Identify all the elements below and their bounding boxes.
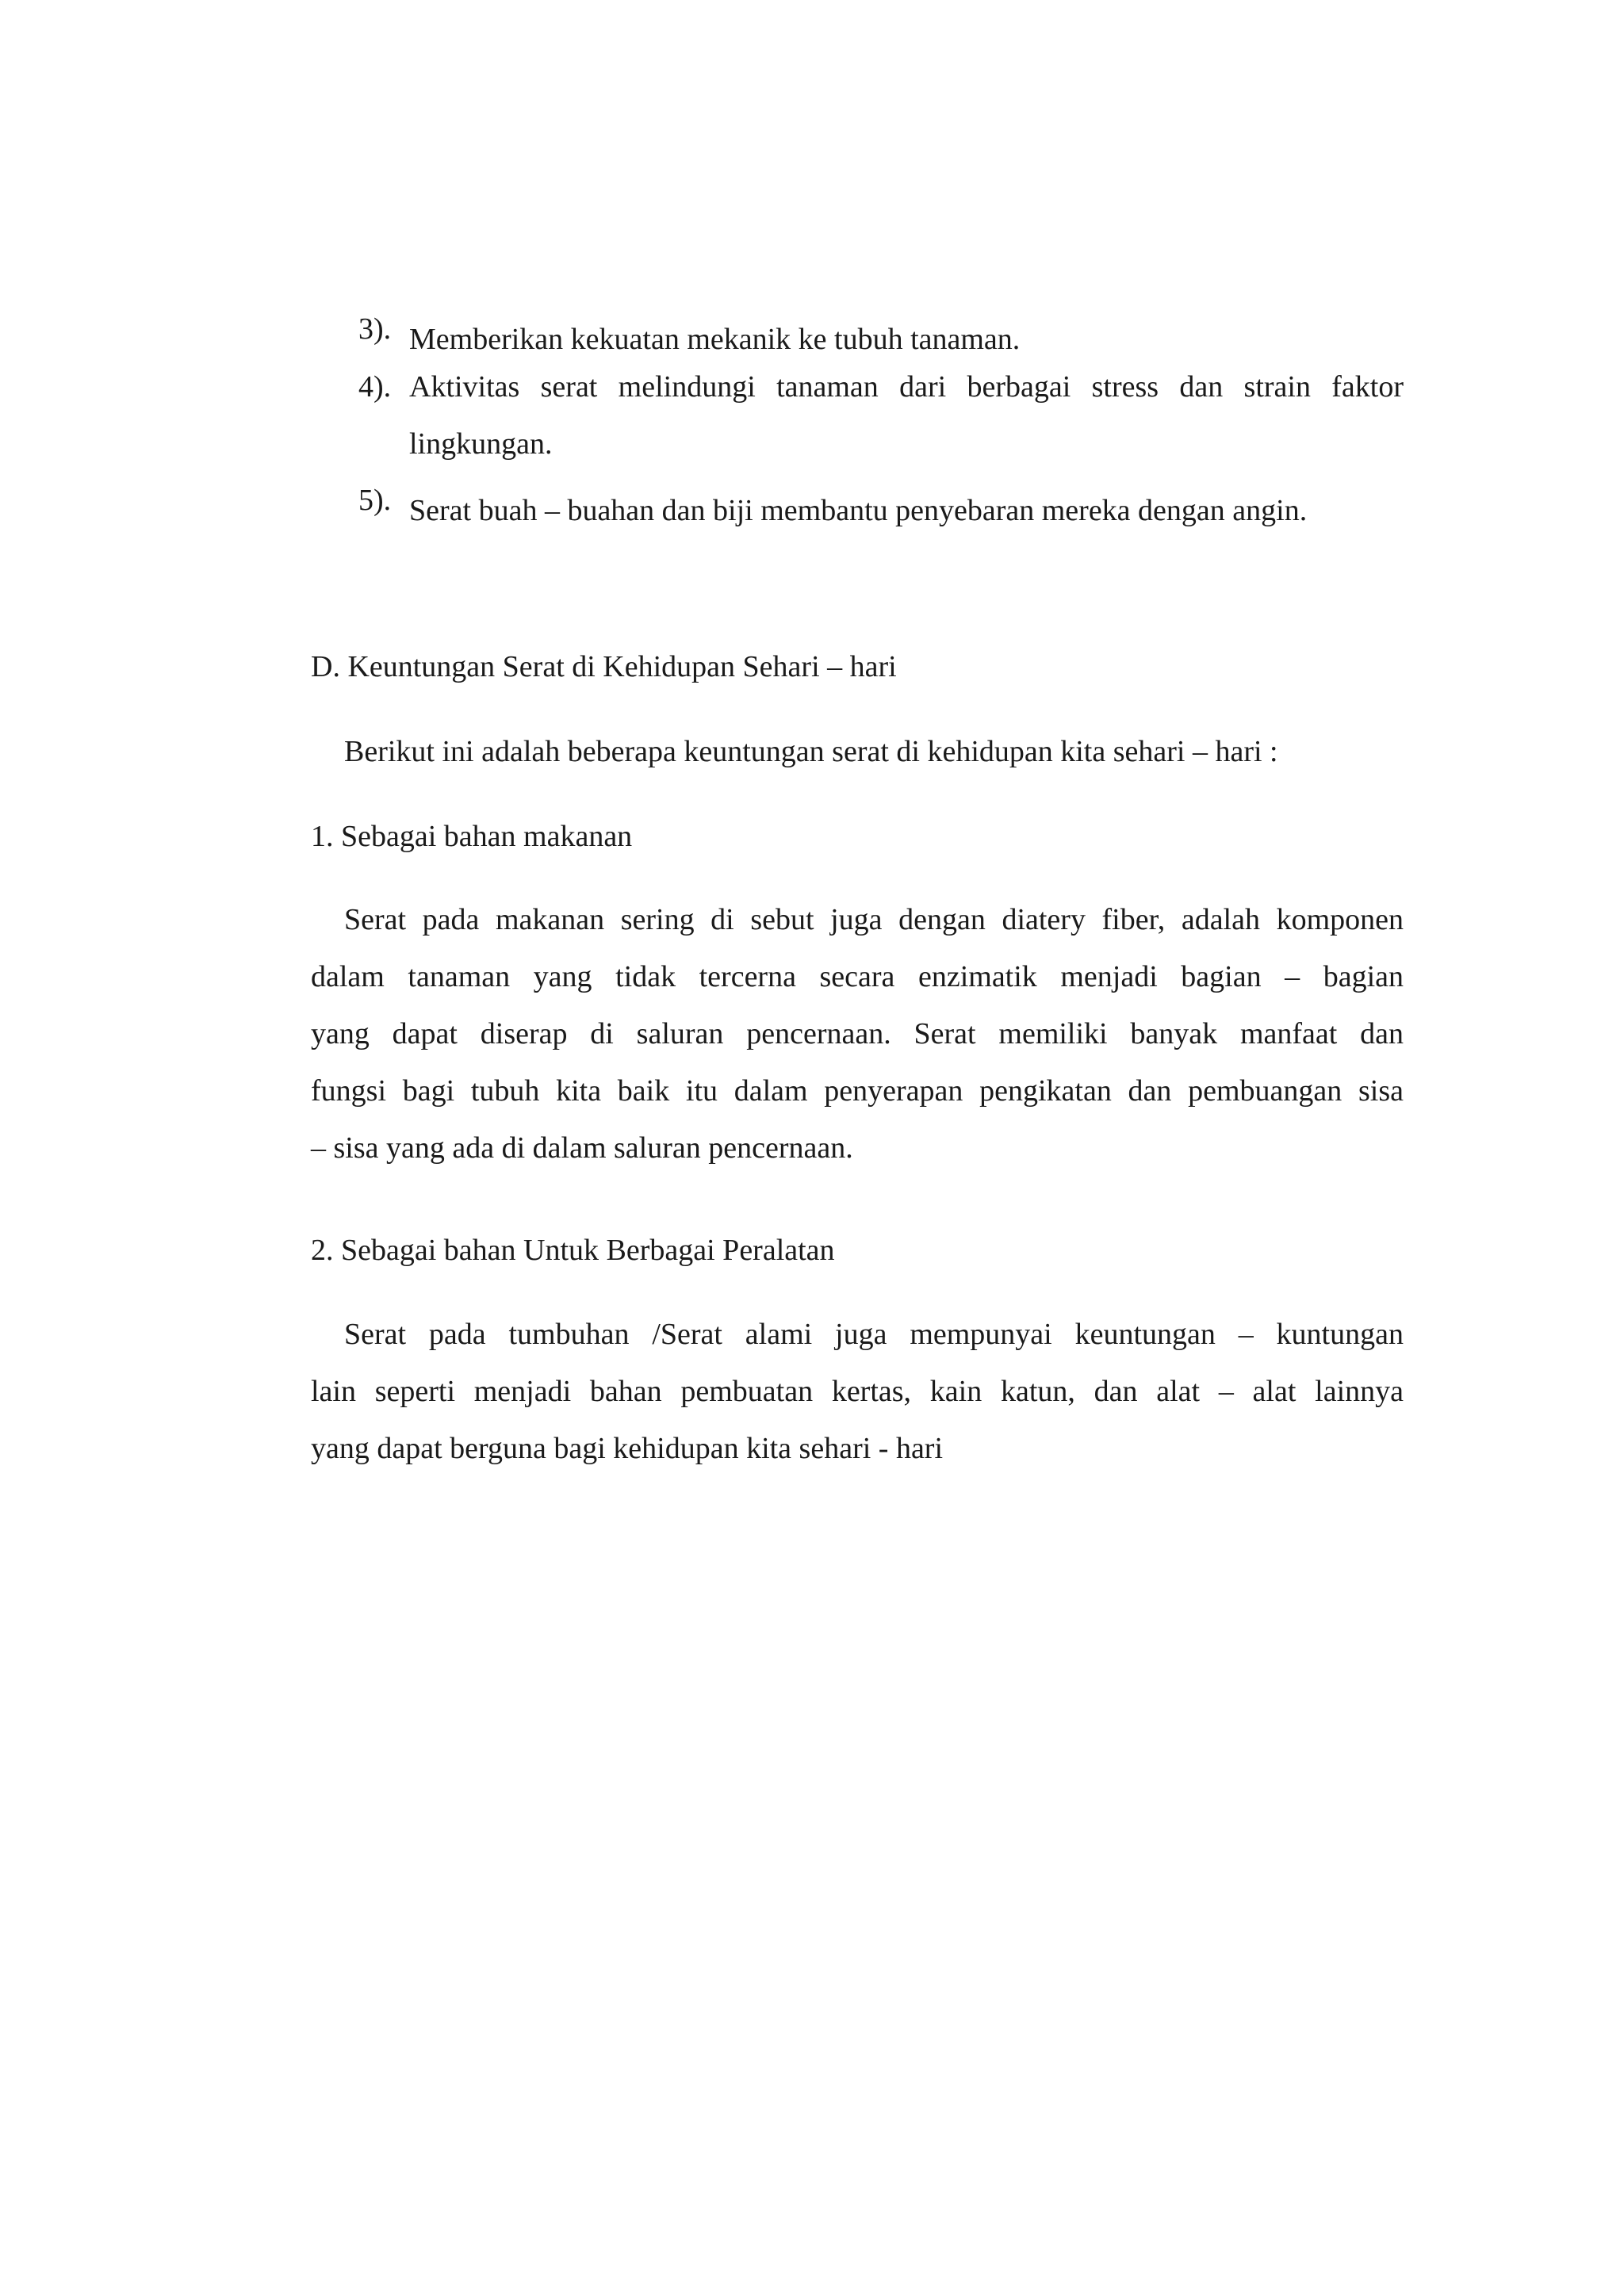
list-item-text: Memberikan kekuatan mekanik ke tubuh tanaman. [409, 323, 1021, 356]
list-item-number: 4). [358, 370, 392, 404]
subsection-paragraph [311, 891, 1404, 1177]
subsection-heading: 2. Sebagai bahan Untuk Berbagai Peralatan [311, 1234, 835, 1267]
paragraph-line: fungsi bagi tubuh kita baik itu dalam penyerapan pengikatan dan pembuangan sisa [311, 1074, 1404, 1108]
paragraph-line: Serat pada makanan sering di sebut juga dengan diatery fiber, adalah komponen [344, 903, 1404, 936]
list-item-text-line: Aktivitas serat melindungi tanaman dari berbagai stress dan strain faktor [409, 370, 1404, 404]
paragraph-line: dalam tanaman yang tidak tercerna secara enzimatik menjadi bagian – bagian [311, 960, 1404, 993]
paragraph-line: yang dapat diserap di saluran pencernaan. Serat memiliki banyak manfaat dan [311, 1017, 1404, 1050]
list-item-text: Serat buah – buahan dan biji membantu penyebaran mereka dengan angin. [409, 494, 1308, 527]
paragraph-line: lain seperti menjadi bahan pembuatan kertas, kain katun, dan alat – alat lainnya [311, 1375, 1404, 1408]
paragraph-line: yang dapat berguna bagi kehidupan kita sehari - hari [311, 1432, 944, 1465]
intro-paragraph: Berikut ini adalah beberapa keuntungan serat di kehidupan kita sehari – hari : [344, 735, 1278, 768]
paragraph-line: Serat pada tumbuhan /Serat alami juga mempunyai keuntungan – kuntungan [344, 1318, 1404, 1351]
list-item-number: 5). [358, 484, 392, 517]
subsection-paragraph [311, 1306, 1404, 1477]
subsection-heading: 1. Sebagai bahan makanan [311, 820, 633, 853]
list-item-text [409, 369, 1404, 462]
section-heading: D. Keuntungan Serat di Kehidupan Sehari – hari [311, 650, 897, 683]
paragraph-line: – sisa yang ada di dalam saluran pencernaan. [311, 1131, 853, 1165]
list-item-number: 3). [358, 312, 392, 346]
list-item-text-line: lingkungan. [409, 427, 553, 461]
